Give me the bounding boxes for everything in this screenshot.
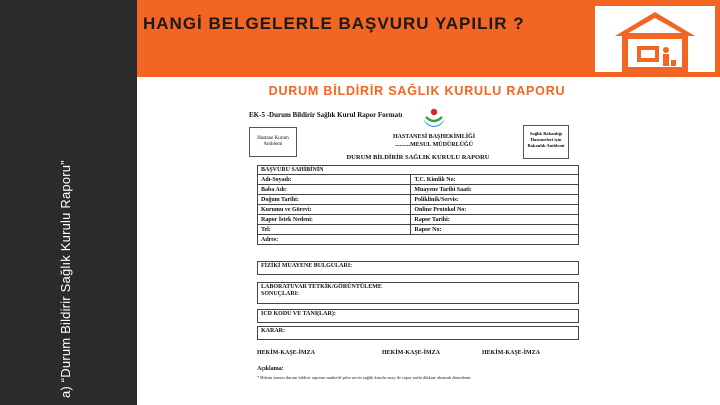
field-institution: Kurumu ve Görevi: [258, 205, 411, 215]
field-father-name: Baba Adı: [258, 185, 411, 195]
lab-results-label-2: SONUÇLARI: [261, 291, 300, 297]
hospital-name: HASTANESİ BAŞHEKİMLİĞİ [392, 134, 476, 140]
report-form-title: DURUM BİLDİRİR SAĞLIK KURULU RAPORU [346, 154, 490, 161]
house-box [595, 6, 715, 72]
field-address: Adres: [258, 235, 579, 245]
physical-exam-label: FİZİKİ MUAYENE BULGULARI: [261, 263, 353, 269]
field-report-date: Rapor Tarihi: [411, 215, 579, 225]
field-clinic: Poliklinik/Servis: [411, 195, 579, 205]
institution-emblem-box: Hastane Kurum Amblemi [249, 127, 297, 157]
report-document [137, 77, 720, 405]
house-with-person-icon [595, 6, 715, 72]
signature-3: HEKİM-KAŞE-İMZA [482, 350, 541, 356]
icd-section [257, 309, 579, 323]
decision-label: KARAR: [261, 328, 285, 334]
document-title: DURUM BİLDİRİR SAĞLIK KURULU RAPORU [268, 84, 566, 98]
hospital-directorate: ..........MESUL MÜDÜRLÜĞÜ [395, 142, 473, 148]
field-tc-no: T.C. Kimlik No: [411, 175, 579, 185]
applicant-header: BAŞVURU SAHİBİNİN [258, 166, 579, 175]
field-phone: Tel: [258, 225, 411, 235]
decision-section [257, 326, 579, 340]
signature-2: HEKİM-KAŞE-İMZA [382, 350, 441, 356]
field-exam-date: Muayene Tarihi Saati: [411, 185, 579, 195]
signature-1: HEKİM-KAŞE-İMZA [257, 350, 316, 356]
icd-label: ICD KODU VE TANI(LAR): [261, 311, 336, 317]
applicant-table [257, 165, 579, 245]
lab-results-label-1: LABORATUVAR TETKİK/GÖRÜNTÜLEME [261, 284, 382, 290]
slide-header [137, 0, 720, 77]
field-birth-date: Doğum Tarihi: [258, 195, 411, 205]
hospital-logo-icon [419, 107, 449, 133]
notes-text: * Hekim imzası durum bildirir raporun muhtelif şube servis sağlık kurulu onay ile rapor tarihi dikkate alınarak düzenlenir. [257, 375, 472, 380]
field-request-reason: Rapor İstek Nedeni: [258, 215, 411, 225]
form-format-title: EK-5 -Durum Bildirir Sağlık Kurul Rapor Formatı [249, 111, 403, 119]
field-protocol-no: Online Protokol No: [411, 205, 579, 215]
lab-results-section [257, 282, 579, 304]
notes-label: Açıklama: [257, 366, 284, 372]
vertical-section-label: a) “Durum Bildirir Sağlık Kurulu Raporu” [58, 160, 73, 398]
field-report-no: Rapor No: [411, 225, 579, 235]
ministry-emblem-box: Sağlık Bakanlığı Hastaneleri için Bakanlık Amblemi [523, 125, 569, 159]
field-name: Adı-Soyadı: [258, 175, 411, 185]
slide-title: HANGİ BELGELERLE BAŞVURU YAPILIR ? [143, 14, 525, 33]
physical-exam-section [257, 261, 579, 275]
